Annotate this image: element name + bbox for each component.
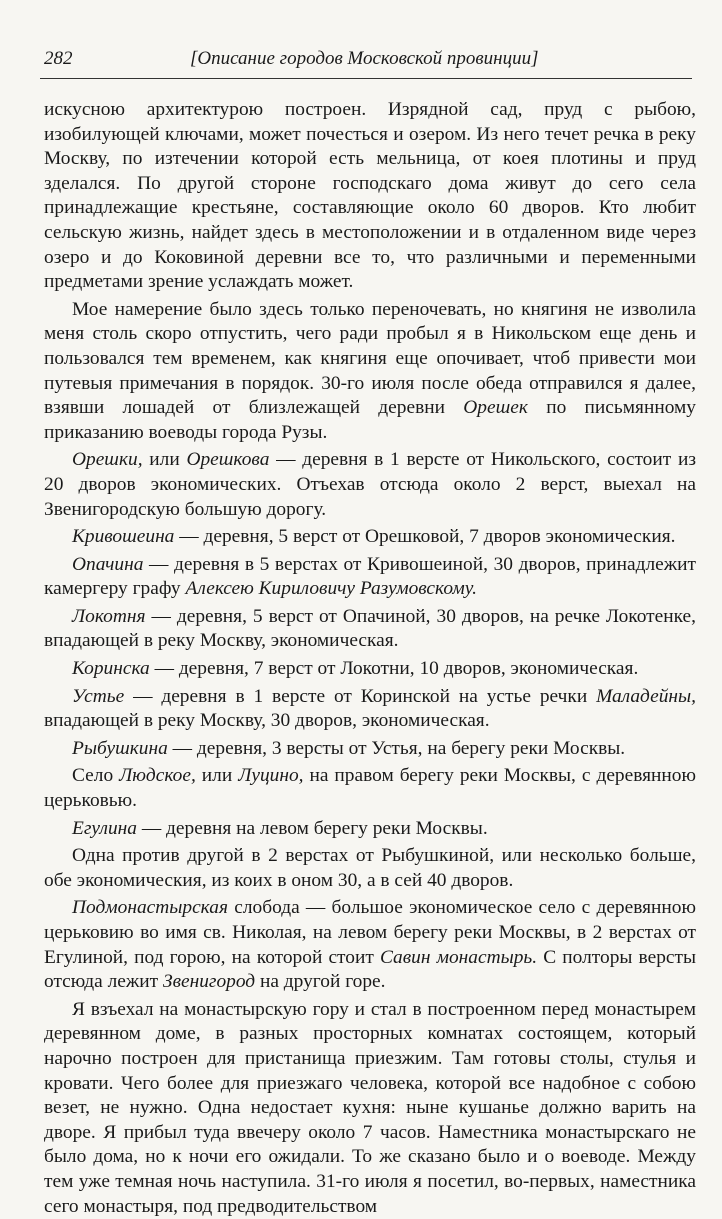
italic-text: Локотня [72,605,146,627]
page-header [40,44,692,79]
paragraph [44,98,696,295]
italic-text: Орешки, [72,449,143,471]
text-segment: Я взъехал на монастырскую гору и стал в построенном перед монастырем деревянном доме, в разных просторных комнатах состоящем, который нарочно построен для пристанища приезжим. Там готовы столы, стулья и кровати. Чего более для приезжаго человека, которой все надобное с собою везет, не нужно. Одна недостает кухня: ныне кушанье должно варить на дворе. Я прибыл туда ввечеру около 7 часов. Наместника монастырскаго не было дома, но к ночи его ожидали. То же сказано было и о воеводе. Между тем уже темная ночь наступила. 31-го июля я посетил, во-первых, наместника сего монастыря, под предводительством [44,998,696,1217]
italic-text: Савин монастырь. [379,946,538,968]
text-segment: на другой горе. [255,971,386,993]
paragraph [44,896,696,994]
text-segment: — деревня, 5 верст от Опачиной, 30 дворов, на речке Локотенке, впадающей в реку Москву, экономическая. [44,605,696,652]
text-segment: или [142,449,187,471]
italic-text: Орешек [463,397,528,419]
running-head: [Описание городов Московской провинции] [190,48,539,69]
body-text [44,98,696,1219]
text-segment: — деревня, 3 версты от Устья, на берегу реки Москвы. [167,737,626,759]
text-segment: Одна против другой в 2 верстах от Рыбушкиной, или несколько больше, обе экономическия, из коих в оном 30, а в сей 40 дворов. [44,845,696,891]
italic-text: Кривошеина [72,526,175,548]
paragraph [44,553,696,602]
paragraph [44,448,696,522]
paragraph [44,685,696,734]
paragraph [44,817,696,842]
italic-text: Рыбушкина [72,737,168,759]
italic-text: Людское, [119,765,196,787]
italic-text: Коринска [72,658,150,680]
text-segment: — деревня на левом берегу реки Москвы. [136,817,488,839]
italic-text: Маладейны, [596,685,696,707]
italic-text: Егулина [72,817,137,839]
text-segment: — деревня, 5 верст от Орешковой, 7 дворов экономическия. [174,526,676,548]
paragraph [44,764,696,813]
italic-text: Опачина [72,553,144,575]
text-segment: — деревня в 5 верстах от Кривошеиной, 30 дворов, принадлежит камергеру графу [44,553,696,600]
paragraph [44,525,696,550]
paragraph [44,737,696,762]
text-segment: Село [72,765,120,787]
text-segment: — деревня, 7 верст от Локотни, 10 дворов, экономическая. [149,658,639,680]
paragraph [44,605,696,654]
italic-text: Луцино, [238,765,304,787]
paragraph [44,657,696,682]
italic-text: Устье [72,685,125,707]
italic-text: Орешкова [186,449,270,471]
text-segment: — деревня в 1 версте от Коринской на устье речки [124,685,597,707]
text-segment: по письмянному приказанию воеводы города Рузы. [44,397,696,443]
italic-text: Алексею Кириловичу Разумовскому. [185,578,477,600]
italic-text: Подмонастырская [72,897,228,919]
text-segment: или [195,765,239,787]
italic-text: Звенигород [162,971,256,993]
text-segment: впадающей в реку Москву, 30 дворов, экономическая. [44,710,490,732]
paragraph [44,298,696,446]
text-segment: Мое намерение было здесь только переночевать, но княгиня не изволила меня столь скоро отпустить, чего ради пробыл я в Никольском еще день и пользовался тем временем, как княгиня еще опочивает, чтоб привести мои путевыя примечания в порядок. 30-го июля после обеда отправился я далее, взявши лошадей от близлежащей деревни [44,298,696,419]
text-segment: — деревня в 1 версте от Никольского, состоит из 20 дворов экономических. Отъехав отсюда около 2 верст, выехал на Звенигородскую большую дорогу. [44,449,696,520]
text-segment: слобода — большое экономическое село с деревянною церьковию во имя св. Николая, на левом берегу реки Москвы, в 2 верстах от Егулиной, под горою, на которой стоит [44,897,696,968]
page-number: 282 [44,48,73,69]
paragraph [44,844,696,893]
text-segment: на правом берегу реки Москвы, с деревянною церьковью. [44,765,696,812]
text-segment: С полторы версты отсюда лежит [44,946,697,993]
text-segment: искусною архитектурою построен. Изрядной сад, пруд с рыбою, изобилующей ключами, может почесться и озером. Из него течет речка в реку Москву, по изтечении которой есть мельница, от коея плотины и пруд зделался. По другой стороне господскаго дома живут до сего села принадлежащие крестьяне, составляющие около 60 дворов. Кто любит сельскую жизнь, найдет здесь в местоположении и в отдаленном виде через озеро и до Коковиной деревни все то, что различными и переменными предметами зрение услаждать может. [44,99,696,293]
